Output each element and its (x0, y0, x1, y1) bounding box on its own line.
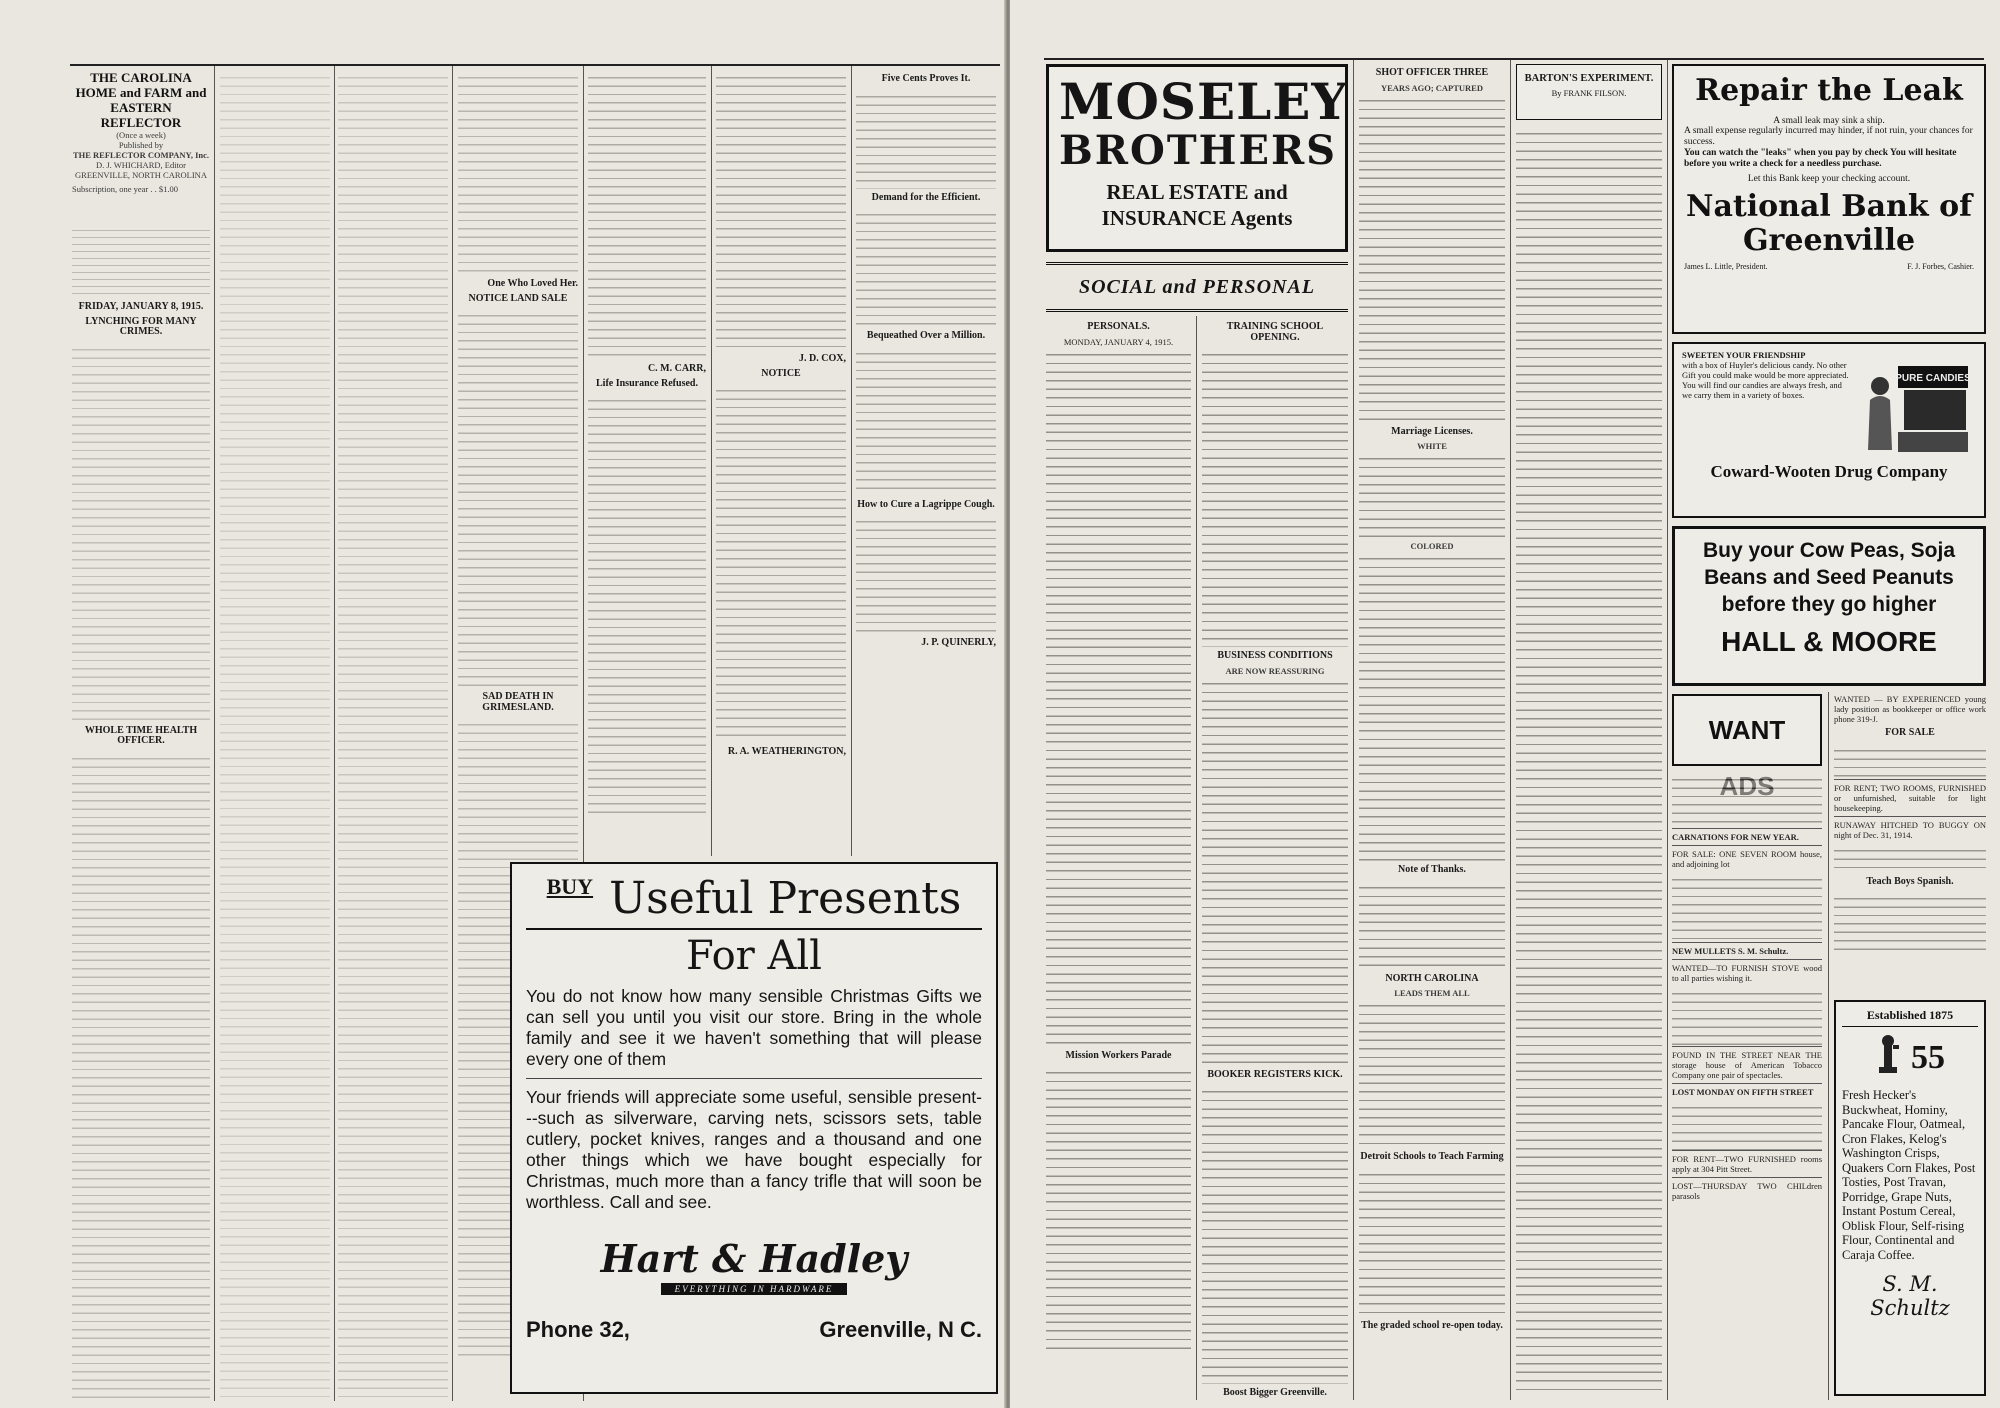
text-texture (856, 346, 996, 496)
training-head: TRAINING SCHOOL OPENING. (1226, 321, 1324, 343)
right-page (1010, 0, 2000, 1408)
masthead-company: THE REFLECTOR COMPANY, Inc. (72, 150, 210, 160)
moseley-line4: INSURANCE Agents (1101, 206, 1293, 230)
text-texture (458, 308, 578, 688)
barton-title: BARTON'S EXPERIMENT. (1524, 73, 1654, 84)
text-texture (1046, 1065, 1191, 1355)
ad-phone: Phone 32, (526, 1317, 630, 1342)
bank-ad-title: Repair the Leak (1695, 73, 1963, 108)
training-column (1202, 318, 1348, 1400)
text-texture (588, 393, 706, 813)
bank-name-line2: Greenville (1742, 223, 1916, 258)
barton-column (1516, 126, 1662, 1400)
bank-cashier: F. J. Forbes, Cashier. (1907, 262, 1974, 271)
notice-head-notice: NOTICE (761, 367, 801, 379)
column-rule (1510, 60, 1511, 1400)
notice-head-efficient: Demand for the Efficient. (871, 191, 981, 203)
want-ads-left-column (1672, 772, 1822, 1400)
hall-line1: Buy your Cow Peas, Soja (1702, 539, 1956, 562)
editorial-head-lynching: LYNCHING FOR MANY CRIMES. (85, 315, 197, 338)
want-ads-title-box (1672, 694, 1822, 766)
want-runaway: RUNAWAY HITCHED TO BUGGY ON night of Dec. 31, 1914. (1834, 816, 1986, 843)
notice-head-million: Bequeathed Over a Million. (866, 330, 986, 342)
signature: One Who Loved Her. (487, 278, 578, 289)
want-bookkeeper: WANTED — BY EXPERIENCED young lady position as bookkeeper or office work phone 319-J. (1834, 694, 1986, 724)
hart-hadley-logo (526, 1236, 982, 1297)
schultz-phone-row (1842, 1035, 1978, 1080)
want-mullets: NEW MULLETS S. M. Schultz. (1672, 942, 1822, 959)
masthead-published: Published by (118, 140, 164, 150)
text-texture (856, 89, 996, 189)
text-texture (1834, 891, 1986, 951)
text-texture (1359, 551, 1505, 861)
signature: J. P. QUINERLY, (921, 637, 996, 649)
personals-head: PERSONALS. (1087, 321, 1150, 332)
notices-column-3 (716, 70, 846, 850)
signature: R. A. WEATHERINGTON, (727, 746, 846, 758)
booker-head: BOOKER REGISTERS KICK. (1207, 1068, 1343, 1080)
text-texture (1672, 872, 1822, 942)
column-rule (1196, 316, 1197, 1400)
date-line: FRIDAY, JANUARY 8, 1915. (78, 301, 204, 312)
faint-column (338, 70, 448, 1400)
detroit-head: Detroit Schools to Teach Farming (1360, 1151, 1504, 1163)
text-texture (1046, 347, 1191, 1047)
text-texture (1359, 998, 1505, 1148)
notice-head-grimesland: SAD DEATH IN GRIMESLAND. (482, 691, 554, 713)
want-rent-rooms: FOR RENT—TWO FURNISHED rooms apply at 304 Pitt Street. (1672, 1150, 1822, 1177)
text-texture (1359, 880, 1505, 970)
social-title: SOCIAL and PERSONAL (1078, 275, 1316, 298)
moseley-line2: BROTHERS (1059, 127, 1338, 174)
masthead-title: THE CAROLINA HOME and FARM and EASTERN REFLECTOR (75, 70, 207, 130)
want-carnations: CARNATIONS FOR NEW YEAR. (1672, 828, 1822, 845)
drug-ad-body: with a box of Huyler's delicious candy. No other Gift you could make would be more appreciated. You will find our candies are always fresh, and we carry them in a variety of boxes. (1682, 360, 1849, 400)
schultz-ad (1834, 1000, 1986, 1396)
ad-title-line1: Useful Presents (609, 873, 962, 924)
text-texture (1359, 1167, 1505, 1317)
text-texture (1359, 93, 1505, 423)
text-texture (716, 383, 846, 743)
masthead-place: GREENVILLE, NORTH CAROLINA (75, 170, 207, 180)
text-texture (458, 70, 578, 275)
schultz-established: Established 1875 (1842, 1008, 1978, 1027)
drug-ad-content (1682, 360, 1976, 458)
personals-date: MONDAY, JANUARY 4, 1915. (1063, 336, 1174, 347)
want-lost-parasols: LOST—THURSDAY TWO CHILdren parasols (1672, 1177, 1822, 1204)
signature: C. M. CARR, (647, 363, 706, 374)
text-texture (1834, 843, 1986, 873)
want-for-sale-house: FOR SALE: ONE SEVEN ROOM house, and adjoining lot (1672, 845, 1822, 872)
ad-heading (526, 874, 982, 930)
text-texture (588, 70, 706, 360)
masthead-sub: (Once a week) (116, 130, 166, 140)
ad-title-line2: For All (686, 933, 822, 979)
thanks-head: Note of Thanks. (1398, 864, 1466, 876)
want-found: FOUND IN THE STREET NEAR THE storage house of American Tobacco Company one pair of spectacles. (1672, 1046, 1822, 1083)
moseley-ad (1046, 64, 1348, 252)
business-sub: ARE NOW REASSURING (1225, 665, 1325, 676)
drug-company-name: Coward-Wooten Drug Company (1710, 462, 1948, 481)
mission-head: Mission Workers Parade (1065, 1049, 1172, 1061)
text-texture (1202, 676, 1348, 1066)
shot-head: SHOT OFFICER THREE (1375, 67, 1489, 78)
ad-footer (526, 1317, 982, 1343)
text-texture (856, 514, 996, 634)
hall-line4: HALL & MOORE (1721, 626, 1937, 657)
hart-hadley-ad (510, 862, 998, 1394)
text-texture (1834, 743, 1986, 779)
barton-head-box (1516, 64, 1662, 120)
column-rule (452, 66, 453, 1401)
personals-column (1046, 318, 1191, 1400)
marriage-head: Marriage Licenses. (1391, 425, 1473, 437)
column-rule (1353, 60, 1354, 1400)
candy-sign: PURE CANDIES (1895, 373, 1971, 384)
logo-text: Hart & Hadley (600, 1236, 908, 1281)
bank-ad (1672, 64, 1986, 334)
drug-ad-head: SWEETEN YOUR FRIENDSHIP (1682, 350, 1806, 360)
hall-moore-ad (1672, 526, 1986, 686)
column-rule (1828, 692, 1829, 1400)
column-rule (851, 66, 852, 856)
candy-illustration-icon (1858, 360, 1976, 458)
text-texture (1672, 1100, 1822, 1150)
text-texture (72, 751, 210, 1400)
bank-ad-body3: You can watch the "leaks" when you pay by check You will hesitate before you write a check for a needless purchase. (1684, 148, 1957, 169)
text-texture (1672, 772, 1822, 828)
schultz-body: Fresh Hecker's Buckwheat, Hominy, Pancake Flour, Oatmeal, Cron Flakes, Kelog's Washington Crisps, Quakers Corn Flakes, Post Tosties, Post Travan, Porridge, Grape Nuts, Instant Postum Cereal, Oblisk Flour, Self-rising Flour, Continental and Caraja Coffee. (1842, 1088, 1976, 1262)
column-rule (334, 66, 335, 1401)
want-stove-wood: WANTED—TO FURNISH STOVE wood to all parties wishing it. (1672, 959, 1822, 986)
schultz-number: 55 (1911, 1038, 1945, 1076)
shot-sub: YEARS AGO; CAPTURED (1380, 82, 1483, 93)
schultz-signature: S. M. Schultz (1870, 1272, 1950, 1320)
column-rule (1667, 60, 1668, 1400)
bank-officers (1684, 262, 1974, 271)
bank-ad-body2: A small expense regularly incurred may hinder, if not ruin, your chances for success. (1684, 126, 1973, 147)
column-rule (214, 66, 215, 1401)
colored-head: COLORED (1410, 541, 1454, 552)
divider (526, 1078, 982, 1079)
moseley-line3: REAL ESTATE and (1106, 180, 1288, 204)
bank-ad-body1: A small leak may sink a ship. (1773, 116, 1885, 126)
want-spanish-head: Teach Boys Spanish. (1866, 875, 1954, 887)
masthead-editor: D. J. WHICHARD, Editor (95, 160, 187, 170)
notices-column-4 (856, 70, 996, 850)
notices-column-2 (588, 70, 706, 850)
masthead-column (72, 70, 210, 1400)
business-head: BUSINESS CONDITIONS (1217, 650, 1333, 662)
telephone-icon (1875, 1035, 1901, 1080)
bank-ad-body4: Let this Bank keep your checking account. (1747, 174, 1911, 184)
masthead-texture (72, 224, 210, 294)
moseley-line1: MOSELEY (1059, 72, 1349, 131)
text-texture (716, 70, 846, 350)
top-rule (1044, 58, 1984, 60)
text-texture (1672, 986, 1822, 1046)
ad-body-1: You do not know how many sensible Christmas Gifts we can sell you until you visit our store. Bring in the whole family and see it we haven't something that will please every one of them (526, 986, 982, 1069)
logo-sub: EVERYTHING IN HARDWARE (661, 1283, 848, 1295)
text-texture (1359, 451, 1505, 541)
notice-head-lagrippe: How to Cure a Lagrippe Cough. (857, 498, 995, 510)
want-for-sale-head: FOR SALE (1885, 727, 1935, 738)
want-for-rent: FOR RENT; TWO ROOMS, FURNISHED or unfurnished, suitable for light housekeeping. (1834, 779, 1986, 816)
nc-sub: LEADS THEM ALL (1394, 988, 1470, 999)
buy-label: BUY (546, 874, 594, 899)
want-ads-title: WANT (1708, 715, 1786, 745)
want-lost: LOST MONDAY ON FIFTH STREET (1672, 1083, 1822, 1100)
text-texture (72, 342, 210, 722)
text-texture (1202, 347, 1348, 647)
social-banner (1046, 262, 1348, 312)
news-column (1359, 64, 1505, 1400)
text-texture (1202, 1084, 1348, 1384)
top-rule (70, 64, 1000, 66)
barton-author: By FRANK FILSON. (1551, 88, 1627, 98)
faint-column (220, 70, 330, 1400)
hall-line3: before they go higher (1721, 593, 1937, 616)
editorial-head-health: WHOLE TIME HEALTH OFFICER. (84, 724, 198, 747)
notice-head-five-cents: Five Cents Proves It. (881, 73, 971, 84)
bank-name-line1: National Bank of (1686, 189, 1972, 224)
text-texture (856, 207, 996, 327)
text-texture (1516, 126, 1662, 1391)
boost-line: Boost Bigger Greenville. (1223, 1387, 1327, 1399)
graded-line: The graded school re-open today. (1361, 1319, 1503, 1331)
notice-head-insurance: Life Insurance Refused. (596, 377, 698, 389)
signature: J. D. COX, (799, 353, 846, 364)
masthead-subscription: Subscription, one year . . $1.00 (72, 184, 178, 194)
want-ads-right-column (1834, 694, 1986, 994)
bank-president: James L. Little, President. (1684, 262, 1768, 271)
hall-line2: Beans and Seed Peanuts (1704, 566, 1954, 589)
column-rule (711, 66, 712, 856)
ad-body-2: Your friends will appreciate some useful, sensible present---such as silverware, carving nets, scissors sets, table cutlery, pocket knives, ranges and a thousand and one other things which we have bought especially for Christmas, much more than a fancy trifle that will soon be worthless. Call and see. (526, 1087, 982, 1212)
nc-head: NORTH CAROLINA (1385, 972, 1479, 984)
notice-head-land-sale: NOTICE LAND SALE (468, 292, 568, 304)
ad-place: Greenville, N C. (819, 1317, 982, 1342)
white-head: WHITE (1417, 441, 1447, 452)
drug-company-ad (1672, 342, 1986, 518)
